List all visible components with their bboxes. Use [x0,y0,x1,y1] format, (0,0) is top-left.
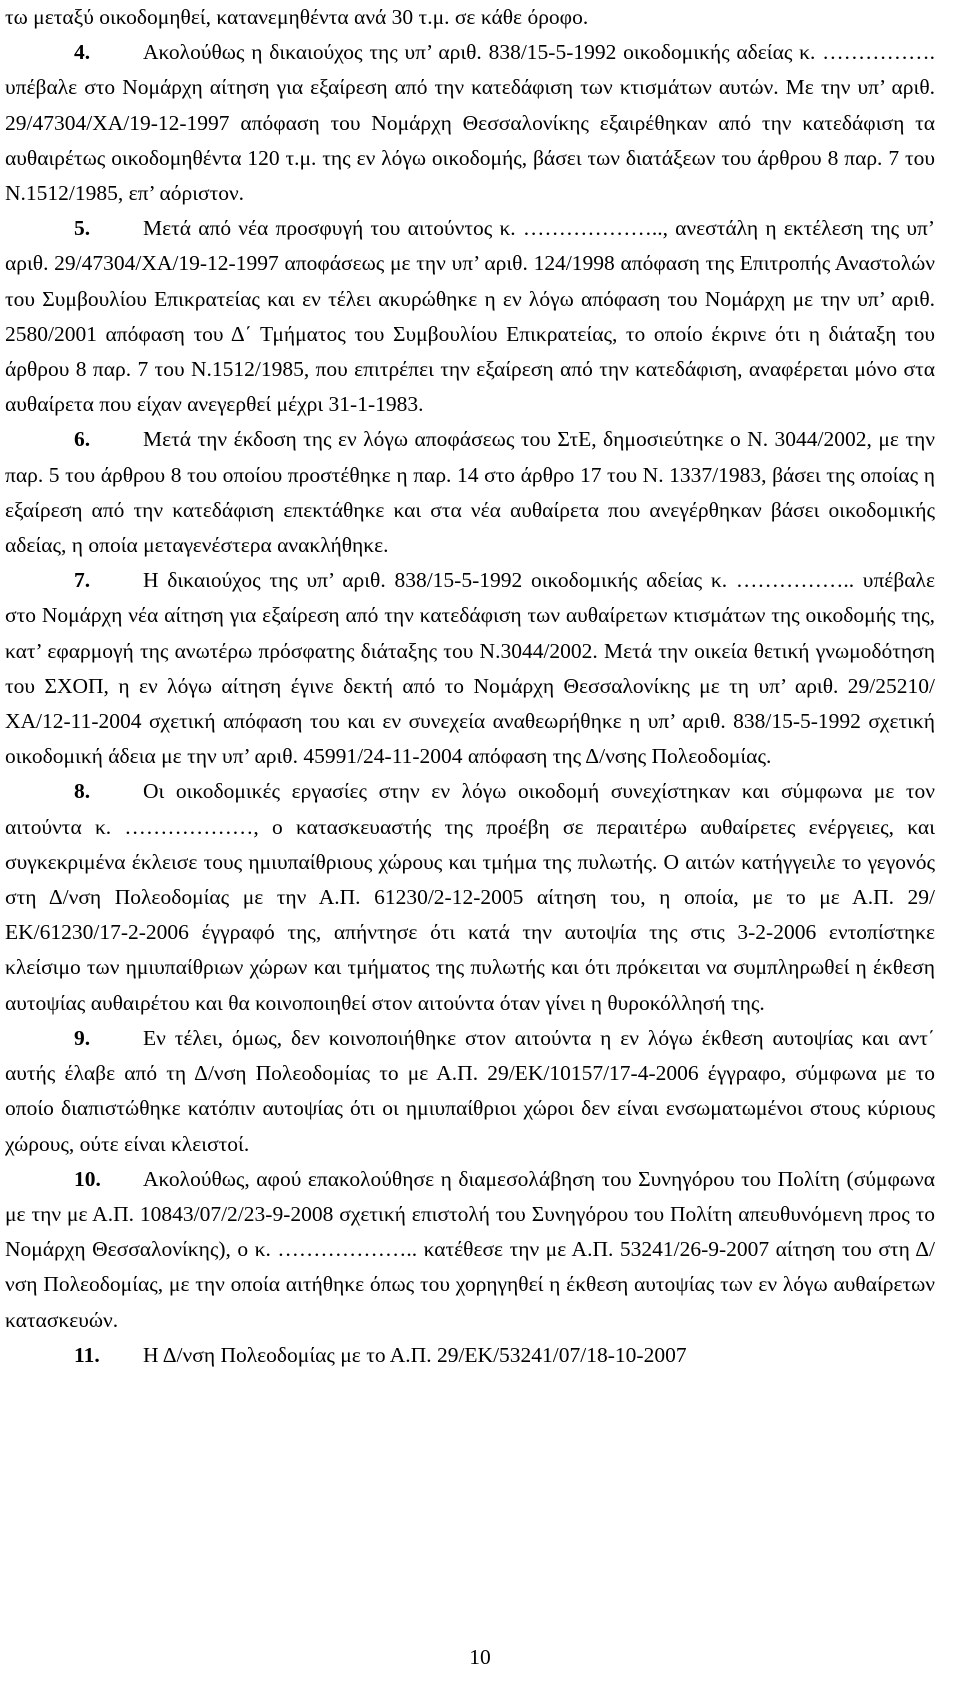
numbered-paragraph-9 [5,1021,935,1162]
numbered-paragraph-5 [5,211,935,422]
page-number: 10 [469,1645,491,1669]
paragraph-text: Η δικαιούχος της υπ’ αριθ. 838/15-5-1992 οικοδομικής αδείας κ. …………….. υπέβαλε στο Νομάρχη νέα αίτηση για εξαίρεση από την κατεδάφιση των αυθαίρετων κτισμάτων της οικοδομής της, κατ’ εφαρμογή της ανωτέρω πρόσφατης διάταξης του Ν.3044/2002. Μετά την οικεία θετική γνωμοδότηση του ΣΧΟΠ, η εν λόγω αίτηση έγινε δεκτή από το Νομάρχη Θεσσαλονίκης με τη υπ’ αριθ. 29/25210/ΧΑ/12-11-2004 σχετική απόφαση του και εν συνεχεία αναθεωρήθηκε η υπ’ αριθ. 838/15-5-1992 σχετική οικοδομική άδεια με την υπ’ αριθ. 45991/24-11-2004 απόφαση της Δ/νσης Πολεοδομίας. [5,568,935,769]
paragraph-number: 5. [74,216,91,241]
document-body [5,0,935,1373]
paragraph-number: 7. [74,568,91,593]
numbered-paragraph-11 [5,1338,935,1373]
continuation-paragraph: τω μεταξύ οικοδομηθεί, κατανεμηθέντα ανά 30 τ.μ. σε κάθε όροφο. [5,5,589,29]
paragraph-text: Μετά από νέα προσφυγή του αιτούντος κ. ……………….., ανεστάλη η εκτέλεση της υπ’ αριθ. 29/47304/ΧΑ/19-12-1997 αποφάσεως με την υπ’ αριθ. 124/1998 απόφαση της Επιτροπής Αναστολών του Συμβουλίου Επικρατείας και εν τέλει ακυρώθηκε η εν λόγω απόφαση του Νομάρχη με την υπ’ αριθ. 2580/2001 απόφαση του Δ΄ Τμήματος του Συμβουλίου Επικρατείας, το οποίο έκρινε ότι η διάταξη του άρθρου 8 παρ. 7 του Ν.1512/1985, που επιτρέπει την εξαίρεση από την κατεδάφιση, αναφέρεται μόνο στα αυθαίρετα που είχαν ανεγερθεί μέχρι 31-1-1983. [5,216,935,417]
numbered-paragraph-7 [5,563,935,774]
paragraph-number: 8. [74,779,91,804]
paragraph-number: 4. [74,40,91,65]
paragraph-text: Ακολούθως, αφού επακολούθησε η διαμεσολάβηση του Συνηγόρου του Πολίτη (σύμφωνα με την με Α.Π. 10843/07/2/23-9-2008 σχετική επιστολή του Συνηγόρου του Πολίτη απευθυνόμενη προς το Νομάρχη Θεσσαλονίκης), ο κ. ……………….. κατέθεσε την με Α.Π. 53241/26-9-2007 αίτηση του στη Δ/νση Πολεοδομίας, με την οποία αιτήθηκε όπως του χορηγηθεί η έκθεση αυτοψίας των εν λόγω αυθαίρετων κατασκευών. [5,1166,935,1332]
paragraph-text: Μετά την έκδοση της εν λόγω αποφάσεως του ΣτΕ, δημοσιεύτηκε ο Ν. 3044/2002, με την παρ. 5 του άρθρου 8 του οποίου προστέθηκε η παρ. 14 στο άρθρο 17 του Ν. 1337/1983, βάσει της οποίας η εξαίρεση από την κατεδάφιση επεκτάθηκε και στα νέα αυθαίρετα που ανεγέρθηκαν βάσει οικοδομικής αδείας, η οποία μεταγενέστερα ανακλήθηκε. [5,427,935,558]
paragraph-number: 9. [74,1025,91,1050]
numbered-paragraph-8 [5,774,935,1020]
numbered-paragraph-10 [5,1162,935,1338]
numbered-paragraph-6 [5,422,935,563]
paragraph-text: Οι οικοδομικές εργασίες στην εν λόγω οικοδομή συνεχίστηκαν και σύμφωνα με τον αιτούντα κ. ………………, ο κατασκευαστής της προέβη σε περαιτέρω αυθαίρετες ενέργειες, και συγκεκριμένα έκλεισε τους ημιυπαίθριους χώρους και τμήμα της πυλωτής. Ο αιτών κατήγγειλε το γεγονός στη Δ/νση Πολεοδομίας με την Α.Π. 61230/2-12-2005 αίτηση του, η οποία, με το με Α.Π. 29/ΕΚ/61230/17-2-2006 έγγραφό της, απήντησε ότι κατά την αυτοψία της στις 3-2-2006 εντοπίστηκε κλείσιμο των ημιυπαίθριων χώρων και τμήματος της πυλωτής και ότι πρόκειται να συμπληρωθεί η έκθεση αυτοψίας αυθαιρέτου και θα κοινοποιηθεί στον αιτούντα όταν γίνει η θυροκόλλησή της. [5,779,935,1015]
numbered-paragraph-4 [5,35,935,211]
paragraph-number: 6. [74,427,91,452]
paragraph-number: 10. [74,1166,101,1191]
paragraph-text: Ακολούθως η δικαιούχος της υπ’ αριθ. 838/15-5-1992 οικοδομικής αδείας κ. ……………. υπέβαλε στο Νομάρχη αίτηση για εξαίρεση από την κατεδάφιση των κτισμάτων αυτών. Με την υπ’ αριθ. 29/47304/ΧΑ/19-12-1997 απόφαση του Νομάρχη Θεσσαλονίκης εξαιρέθηκαν από την κατεδάφιση τα αυθαιρέτως οικοδομηθέντα 120 τ.μ. της εν λόγω οικοδομής, βάσει των διατάξεων του άρθρου 8 παρ. 7 του Ν.1512/1985, επ’ αόριστον. [5,40,935,206]
paragraph-text: Εν τέλει, όμως, δεν κοινοποιήθηκε στον αιτούντα η εν λόγω έκθεση αυτοψίας και αντ΄ αυτής έλαβε από τη Δ/νση Πολεοδομίας το με Α.Π. 29/ΕΚ/10157/17-4-2006 έγγραφο, σύμφωνα με το οποίο διαπιστώθηκε κατόπιν αυτοψίας ότι οι ημιυπαίθριοι χώροι δεν είναι ενσωματωμένοι στους κύριους χώρους, ούτε είναι κλειστοί. [5,1025,935,1156]
paragraph-number: 11. [74,1342,100,1367]
paragraph-text: Η Δ/νση Πολεοδομίας με το Α.Π. 29/ΕΚ/53241/07/18-10-2007 [143,1342,687,1367]
